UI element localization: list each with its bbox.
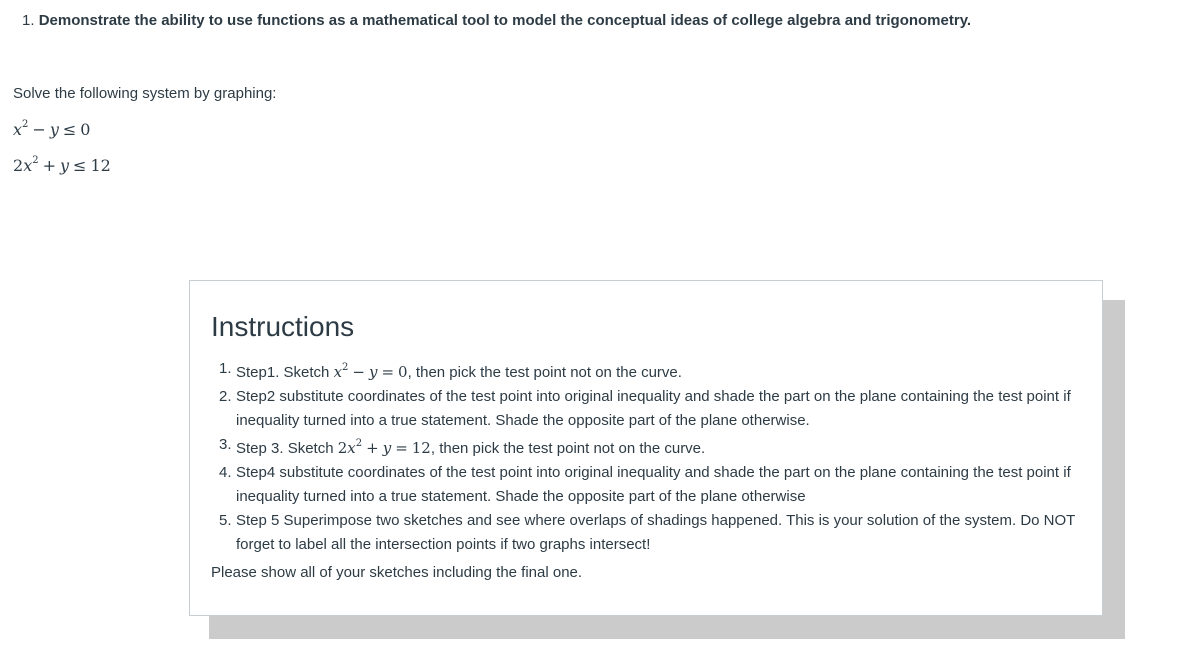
step-3-var-x: x	[347, 439, 356, 457]
inequality-1-var-x: x	[13, 120, 23, 139]
step-3-rhs: 12	[411, 439, 431, 457]
step-number: 5.	[219, 512, 232, 529]
objective-number: 1.	[22, 12, 35, 29]
inequality-1-rhs: 0	[80, 120, 91, 139]
inequality-2-operator: +	[42, 156, 56, 175]
inequality-2-coefficient: 2	[13, 156, 24, 175]
instruction-step-3	[219, 433, 1084, 461]
step-1-var-x: x	[333, 363, 343, 381]
inequality-1-operator: −	[32, 120, 46, 139]
step-3-var-y: y	[382, 439, 392, 457]
step-1-text-post: , then pick the test point not on the curve.	[407, 364, 682, 381]
step-1-operator: −	[352, 363, 365, 381]
instruction-step-1	[219, 357, 1084, 385]
instructions-title: Instructions	[211, 311, 355, 342]
inequality-2-rhs: 12	[90, 156, 111, 175]
step-number: 3.	[219, 436, 232, 453]
inequality-2-var-y: y	[60, 156, 70, 175]
step-number: 1.	[219, 360, 232, 377]
instruction-step-5	[219, 509, 1084, 557]
step-3-relation: =	[395, 439, 408, 457]
inequality-2-var-x: x	[23, 156, 33, 175]
instructions-footer-note: Please show all of your sketches including the final one.	[211, 564, 583, 581]
objective-text: Demonstrate the ability to use functions as a mathematical tool to model the conceptual ideas of college algebra and trigonometry.	[38, 12, 972, 29]
step-3-text-post: , then pick the test point not on the curve.	[430, 440, 706, 457]
step-3-coefficient: 2	[337, 439, 348, 457]
step-1-relation: =	[381, 363, 395, 381]
step-number: 4.	[219, 464, 232, 481]
step-3-text-pre: Step 3. Sketch	[236, 440, 338, 457]
step-3-operator: +	[366, 439, 379, 457]
inequality-2-exponent: 2	[32, 154, 39, 166]
step-3-exponent: 2	[355, 438, 363, 449]
inequality-1-exponent: 2	[22, 118, 29, 130]
inequality-1-relation: ≤	[62, 120, 77, 139]
instruction-step-2	[219, 385, 1084, 433]
step-1-equation	[334, 363, 408, 381]
step-1-var-y: y	[368, 363, 378, 381]
instructions-panel	[189, 280, 1103, 616]
instructions-step-list	[219, 357, 1084, 557]
step-4-text: Step4 substitute coordinates of the test point into original inequality and shade the part on the plane containing the test point if inequality turned into a true statement. Shade the opposite part of the plane otherwise	[236, 464, 1071, 505]
step-1-exponent: 2	[342, 362, 349, 373]
step-5-text: Step 5 Superimpose two sketches and see where overlaps of shadings happened. This is your solution of the system. Do NOT forget to label all the intersection points if two graphs intersect!	[236, 512, 1076, 553]
inequality-1-var-y: y	[49, 120, 59, 139]
instruction-step-4	[219, 461, 1084, 509]
inequality-2	[13, 156, 111, 175]
step-1-rhs: 0	[398, 363, 408, 381]
step-number: 2.	[219, 388, 232, 405]
problem-prompt: Solve the following system by graphing:	[13, 85, 277, 102]
inequality-1	[13, 120, 90, 139]
step-3-equation	[338, 439, 431, 457]
objective-heading	[22, 12, 971, 29]
inequality-2-relation: ≤	[73, 156, 87, 175]
step-1-text-pre: Step1. Sketch	[236, 364, 334, 381]
step-2-text: Step2 substitute coordinates of the test point into original inequality and shade the part on the plane containing the test point if inequality turned into a true statement. Shade the opposite part of the plane otherwise.	[236, 388, 1071, 429]
